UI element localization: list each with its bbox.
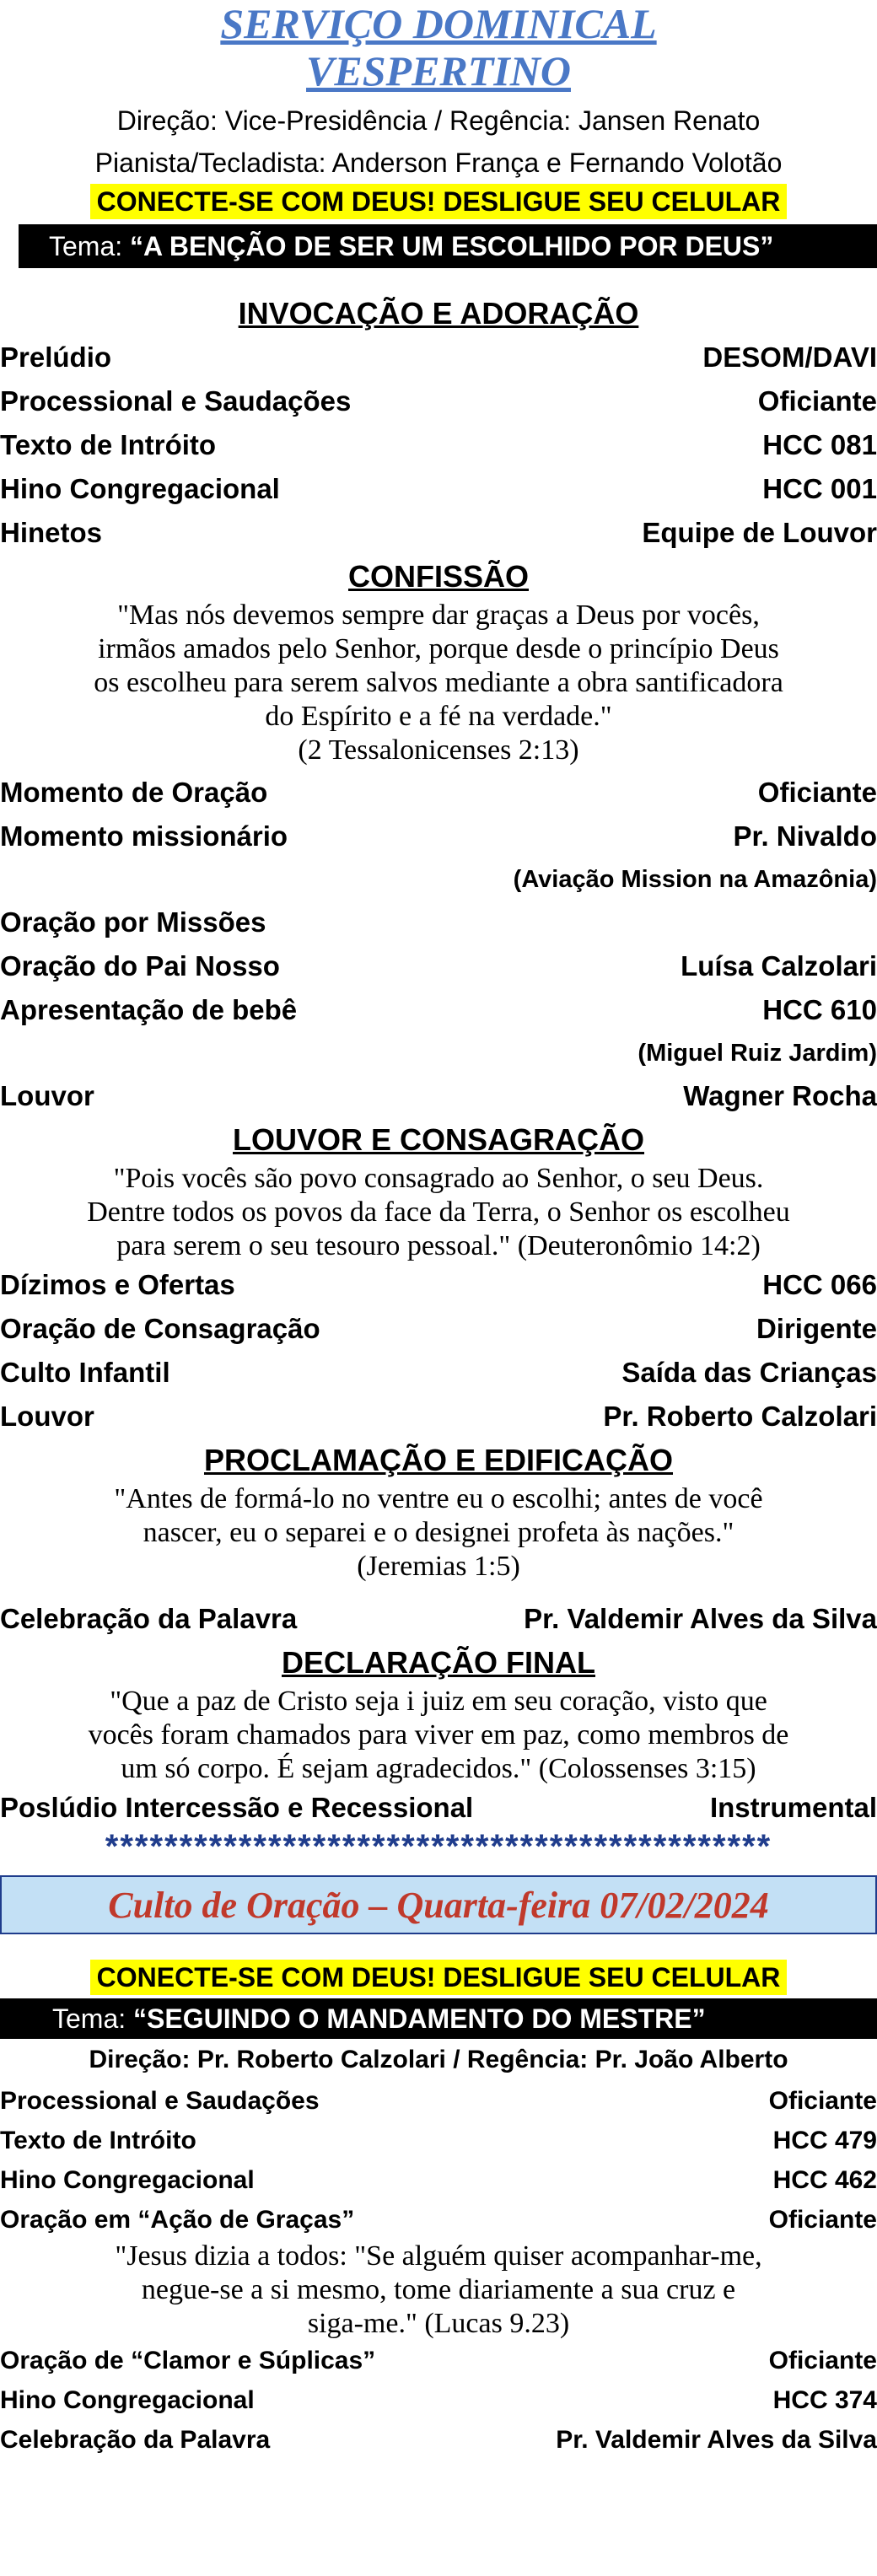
program-row — [0, 511, 877, 555]
program-responsible: HCC 610 — [762, 994, 877, 1025]
program-responsible: Luísa Calzolari — [681, 950, 877, 981]
theme-text: “A BENÇÃO DE SER UM ESCOLHIDO POR DEUS” — [130, 231, 774, 261]
program-item: Processional e Saudações — [0, 385, 352, 417]
section-confissao — [0, 555, 877, 1118]
program-list — [0, 771, 877, 858]
program-row — [0, 1074, 877, 1118]
program-item: Hino Congregacional — [0, 473, 280, 504]
program-item: Louvor — [0, 1080, 94, 1111]
quote-line: os escolheu para serem salvos mediante a obra santificadora — [94, 667, 783, 698]
header — [0, 0, 877, 268]
program-list — [0, 2341, 877, 2460]
quote-line: irmãos amados pelo Senhor, porque desde o princípio Deus — [98, 633, 779, 664]
theme-label: Tema: — [52, 2003, 126, 2034]
scripture-quote — [0, 1685, 877, 1786]
section-heading: DECLARAÇÃO FINAL — [282, 1645, 595, 1680]
quote-line: Dentre todos os povos da face da Terra, o Senhor os escolheu — [87, 1197, 790, 1228]
section-quarta — [0, 1875, 877, 2460]
quote-line: do Espírito e a fé na verdade." — [265, 701, 612, 732]
program-responsible: DESOM/DAVI — [702, 341, 877, 373]
program-list — [0, 1597, 877, 1641]
program-item: Processional e Saudações — [0, 2087, 320, 2115]
quote-line: "Que a paz de Cristo seja i juiz em seu coração, visto que — [110, 1686, 767, 1717]
program-item: Oração por Missões — [0, 906, 266, 938]
program-item: Oração de Consagração — [0, 1313, 320, 1344]
quote-line: para serem o seu tesouro pessoal." (Deuteronômio 14:2) — [116, 1230, 761, 1261]
program-item: Oração em “Ação de Graças” — [0, 2206, 355, 2234]
pianists-text: Pianista/Tecladista: Anderson França e Fernando Volotão — [94, 148, 783, 178]
quote-line: (Jeremias 1:5) — [357, 1551, 520, 1582]
connect-notice: CONECTE-SE COM DEUS! DESLIGUE SEU CELULAR — [90, 1960, 788, 1995]
theme-label: Tema: — [49, 231, 123, 261]
program-item: Louvor — [0, 1401, 94, 1432]
program-note: (Aviação Mission na Amazônia) — [513, 866, 877, 893]
program-row — [0, 2121, 877, 2160]
program-row — [0, 379, 877, 423]
program-row — [0, 2380, 877, 2420]
quote-line: "Antes de formá-lo no ventre eu o escolhi; antes de você — [114, 1483, 763, 1514]
section-heading: PROCLAMAÇÃO E EDIFICAÇÃO — [204, 1443, 673, 1477]
quote-line: vocês foram chamados para viver em paz, como membros de — [88, 1719, 789, 1750]
program-item: Culto Infantil — [0, 1357, 170, 1388]
program-responsible: HCC 001 — [762, 473, 877, 504]
title-line-1: SERVIÇO DOMINICAL — [220, 0, 657, 47]
scripture-quote — [0, 599, 877, 767]
scripture-quote — [0, 2240, 877, 2341]
theme-bar — [19, 224, 877, 268]
title-line-2: VESPERTINO — [306, 47, 571, 94]
wednesday-banner — [0, 1875, 877, 1934]
program-row — [0, 467, 877, 511]
quote-line: "Mas nós devemos sempre dar graças a Deus por vocês, — [117, 600, 760, 631]
program-row — [0, 901, 877, 944]
program-row — [0, 944, 877, 988]
program-responsible: Pr. Nivaldo — [733, 820, 877, 852]
program-list — [0, 1786, 877, 1830]
section-heading: INVOCAÇÃO E ADORAÇÃO — [238, 296, 639, 331]
program-list — [0, 901, 877, 1032]
program-item: Oração de “Clamor e Súplicas” — [0, 2347, 376, 2374]
quote-line: "Jesus dizia a todos: "Se alguém quiser acompanhar-me, — [115, 2240, 762, 2272]
program-row — [0, 1395, 877, 1439]
program-list — [0, 336, 877, 555]
program-item: Hino Congregacional — [0, 2166, 255, 2194]
program-responsible: Wagner Rocha — [683, 1080, 877, 1111]
quote-line: um só corpo. É sejam agradecidos." (Colossenses 3:15) — [121, 1753, 756, 1784]
program-responsible: Oficiante — [757, 777, 877, 808]
program-row — [0, 336, 877, 379]
program-item: Momento missionário — [0, 820, 288, 852]
program-item: Poslúdio Intercessão e Recessional — [0, 1792, 474, 1823]
section-consagracao — [0, 1118, 877, 1439]
program-row — [0, 2420, 877, 2460]
program-responsible: Oficiante — [768, 2087, 877, 2115]
program-responsible: Pr. Valdemir Alves da Silva — [556, 2426, 877, 2454]
divider-stars: ********************************************* — [105, 1830, 772, 1863]
program-note: (Miguel Ruiz Jardim) — [638, 1040, 877, 1067]
section-heading: LOUVOR E CONSAGRAÇÃO — [232, 1122, 645, 1157]
direction-text: Direção: Pr. Roberto Calzolari / Regência: Pr. João Alberto — [89, 2046, 788, 2073]
program-responsible: Oficiante — [768, 2347, 877, 2374]
program-row — [0, 1597, 877, 1641]
program-row — [0, 1786, 877, 1830]
program-list — [0, 2081, 877, 2240]
quote-line: nascer, eu o separei e o designei profeta às nações." — [143, 1517, 734, 1548]
program-row — [0, 988, 877, 1032]
program-item: Oração do Pai Nosso — [0, 950, 280, 981]
scripture-quote — [0, 1162, 877, 1263]
theme-bar — [0, 1998, 877, 2039]
program-responsible: Instrumental — [709, 1792, 877, 1823]
section-invocacao — [0, 292, 877, 555]
program-row — [0, 771, 877, 815]
program-responsible: Oficiante — [757, 385, 877, 417]
program-responsible: HCC 462 — [772, 2166, 877, 2194]
program-item: Dízimos e Ofertas — [0, 1269, 235, 1300]
program-list — [0, 1074, 877, 1118]
program-row — [0, 2341, 877, 2380]
quote-line: (2 Tessalonicenses 2:13) — [298, 734, 579, 766]
program-responsible: HCC 479 — [772, 2127, 877, 2154]
program-row — [0, 2081, 877, 2121]
program-item: Celebração da Palavra — [0, 1603, 298, 1634]
program-item: Hino Congregacional — [0, 2386, 255, 2414]
section-heading: CONFISSÃO — [347, 559, 529, 594]
program-responsible: Saída das Crianças — [621, 1357, 877, 1388]
direction-text: Direção: Vice-Presidência / Regência: Jansen Renato — [116, 105, 761, 136]
program-row — [0, 2200, 877, 2240]
program-item: Hinetos — [0, 517, 103, 548]
program-row — [0, 1351, 877, 1395]
program-responsible: HCC 374 — [772, 2386, 877, 2414]
wednesday-banner-text: Culto de Oração – Quarta-feira 07/02/2024 — [108, 1884, 769, 1926]
program-responsible: Dirigente — [756, 1313, 877, 1344]
program-item: Momento de Oração — [0, 777, 268, 808]
program-responsible: Equipe de Louvor — [642, 517, 877, 548]
quote-line: siga-me." (Lucas 9.23) — [307, 2308, 570, 2339]
theme-text: “SEGUINDO O MANDAMENTO DO MESTRE” — [133, 2003, 706, 2034]
program-row — [0, 815, 877, 858]
section-proclamacao — [0, 1439, 877, 1641]
program-item: Texto de Intróito — [0, 429, 217, 460]
program-item: Texto de Intróito — [0, 2127, 196, 2154]
program-row — [0, 1307, 877, 1351]
quote-line: negue-se a si mesmo, tome diariamente a sua cruz e — [141, 2274, 736, 2305]
program-list — [0, 1263, 877, 1439]
scripture-quote — [0, 1482, 877, 1584]
program-responsible: HCC 066 — [762, 1269, 877, 1300]
section-declaracao — [0, 1641, 877, 1863]
program-responsible: Pr. Valdemir Alves da Silva — [524, 1603, 877, 1634]
program-row — [0, 1263, 877, 1307]
program-item: Apresentação de bebê — [0, 994, 298, 1025]
program-row — [0, 423, 877, 467]
program-item: Celebração da Palavra — [0, 2426, 271, 2454]
program-responsible: Pr. Roberto Calzolari — [603, 1401, 877, 1432]
connect-notice: CONECTE-SE COM DEUS! DESLIGUE SEU CELULAR — [90, 184, 788, 219]
program-item: Prelúdio — [0, 341, 112, 373]
quote-line: "Pois vocês são povo consagrado ao Senhor, o seu Deus. — [113, 1163, 764, 1194]
program-responsible: Oficiante — [768, 2206, 877, 2234]
program-responsible: HCC 081 — [762, 429, 877, 460]
program-row — [0, 2160, 877, 2200]
